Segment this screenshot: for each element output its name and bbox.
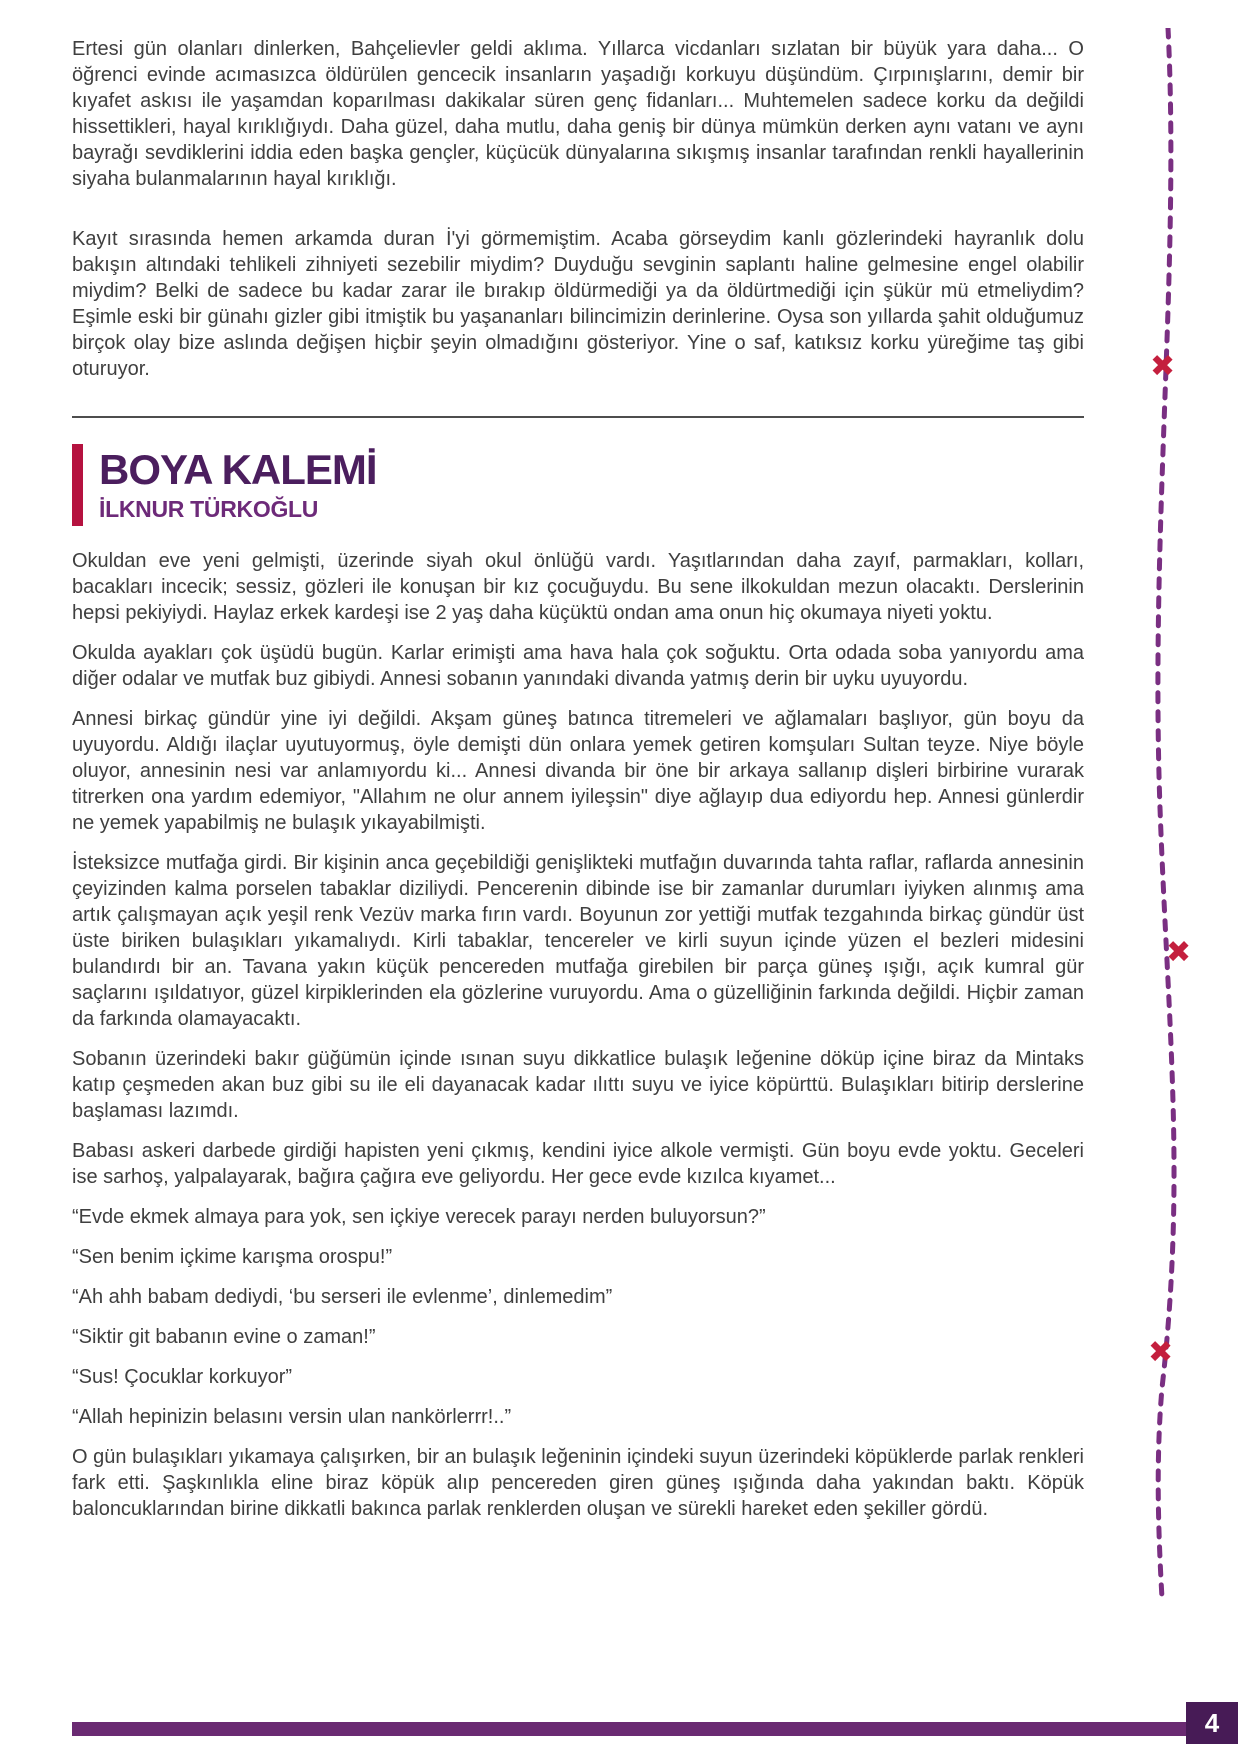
article-paragraph: Babası askeri darbede girdiği hapisten yeni çıkmış, kendini iyice alkole vermişti. Gün boyu evde yoktu. Geceleri ise sarhoş, yalpalayarak, bağıra çağıra eve geliyordu. Her gece evde kızılca kıyamet...	[72, 1140, 1084, 1188]
cut-mark-icon: ✖	[1150, 350, 1176, 383]
cut-mark-icon: ✖	[1166, 936, 1192, 969]
article-header	[72, 444, 1084, 526]
text-column	[72, 36, 1084, 1536]
footer-bar	[72, 1722, 1231, 1736]
dialogue-line: “Ah ahh babam dediydi, ‘bu serseri ile evlenme’, dinlemedim”	[72, 1286, 613, 1308]
page-number: 4	[1204, 1707, 1220, 1738]
dialogue-line: “Allah hepinizin belasını versin ulan nankörlerrr!..”	[72, 1406, 512, 1428]
dialogue-line: “Siktir git babanın evine o zaman!”	[72, 1326, 376, 1348]
article-author: İLKNUR TÜRKOĞLU	[99, 496, 319, 522]
dialogue-line: “Sus! Çocuklar korkuyor”	[72, 1366, 293, 1388]
article-paragraph: Sobanın üzerindeki bakır güğümün içinde ısınan suyu dikkatlice bulaşık leğenine döküp içine biraz da Mintaks katıp çeşmeden akan buz gibi su ile eli dayanacak kadar ılıttı suyu ve iyice köpürttü. Bulaşıkları bitirip derslerine başlaması lazımdı.	[72, 1048, 1084, 1122]
dialogue-line: “Evde ekmek almaya para yok, sen içkiye verecek parayı nerden buluyorsun?”	[72, 1206, 766, 1228]
article-paragraph: Okuldan eve yeni gelmişti, üzerinde siyah okul önlüğü vardı. Yaşıtlarından daha zayıf, parmakları, kolları, bacakları incecik; sessiz, gözleri ile konuşan bir kız çocuğuydu. Bu sene ilkokuldan mezun olacaktı. Derslerinin hepsi pekiyiydi. Haylaz erkek kardeşi ise 2 yaş daha küçüktü ondan ama onun hiç okumaya niyeti yoktu.	[72, 550, 1084, 624]
article-paragraph: O gün bulaşıkları yıkamaya çalışırken, bir an bulaşık leğeninin içindeki suyun üzerindeki köpüklerde parlak renkleri fark etti. Şaşkınlıkla eline biraz köpük alıp pencereden giren güneş ışığında daha yakından baktı. Köpük baloncuklarından birine dikkatli bakınca parlak renklerden oluşan ve sürekli hareket eden şekiller gördü.	[72, 1446, 1084, 1520]
article-paragraph: Annesi birkaç gündür yine iyi değildi. Akşam güneş batınca titremeleri ve ağlamaları başlıyor, gün boyu da uyuyordu. Aldığı ilaçlar uyutuyormuş, öyle demişti dün onlara yemek getiren komşuları Sultan teyze. Niye böyle oluyor, annesinin nesi var anlamıyordu ki... Annesi divanda bir öne bir arkaya sallanıp dişleri birbirine vurarak titrerken ona yardım edemiyor, "Allahım ne olur annem iyileşsin" diye ağlayıp dua ediyordu hep. Annesi günlerdir ne yemek yapabilmiş ne bulaşık yıkayabilmişti.	[72, 708, 1084, 834]
article-paragraph: İsteksizce mutfağa girdi. Bir kişinin anca geçebildiği genişlikteki mutfağın duvarında tahta raflar, raflarda annesinin çeyizinden kalma porselen tabaklar diziliydi. Pencerenin dibinde ise bir zamanlar durumları iyiyken alınmış ama artık çalışmayan açık yeşil renk Vezüv marka fırın vardı. Boyunun zor yettiği mutfak tezgahında birkaç gündür üst üste biriken bulaşıkları yıkamalıydı. Kirli tabaklar, tencereler ve kirli suyun içinde yüzen el bezleri midesini bulandırdı bir an. Tavana yakın küçük pencereden mutfağa girebilen bir parça güneş ışığı, açık kumral gür saçlarını ışıldatıyor, güzel kirpiklerinden ela gözlerine vuruyordu. Ama o güzelliğinin farkında değildi. Hiçbir zaman da farkında olamayacaktı.	[72, 852, 1084, 1030]
article-paragraph: Okulda ayakları çok üşüdü bugün. Karlar erimişti ama hava hala çok soğuktu. Orta odada soba yanıyordu ama diğer odalar ve mutfak buz gibiydi. Annesi sobanın yanındaki divanda yatmış derin bir uyku uyuyordu.	[72, 642, 1084, 690]
page-number-box	[1186, 1702, 1238, 1744]
article-title: BOYA KALEMİ	[99, 446, 377, 493]
intro-paragraph: Ertesi gün olanları dinlerken, Bahçelievler geldi aklıma. Yıllarca vicdanları sızlatan bir büyük yara daha... O öğrenci evinde acımasızca öldürülen gencecik insanların yaşadığı korkuyu düşündüm. Çırpınışlarını, demir bir kıyafet askısı ile yaşamdan koparılması dakikalar süren genç fidanları... Muhtemelen sadece korku da değildi hissettikleri, hayal kırıklığıydı. Daha güzel, daha mutlu, daha geniş bir dünya mümkün derken aynı vatanı ve aynı bayrağı sevdiklerini iddia eden başka gençler, küçücük dünyalarına sıkışmış insanlar tarafından renkli hayallerinin siyaha bulanmalarının hayal kırıklığı.	[72, 38, 1084, 190]
dialogue-line: “Sen benim içkime karışma orospu!”	[72, 1246, 393, 1268]
cut-mark-icon: ✖	[1148, 1336, 1174, 1369]
intro-paragraph: Kayıt sırasında hemen arkamda duran İ'yi görmemiştim. Acaba görseydim kanlı gözlerindeki hayranlık dolu bakışın altındaki tehlikeli zihniyeti sezebilir miydim? Duyduğu sevginin saplantı haline gelmesine engel olabilir miydim? Belki de sadece bu kadar zarar ile bırakıp öldürmediği ya da öldürtmediği için şükür mü etmeliydim? Eşimle eski bir günahı gizler gibi itmiştik bu yaşananları bilincimizin derinlerine. Oysa son yıllarda şahit olduğumuz birçok olay bize aslında değişen hiçbir şeyin olmadığını gösteriyor. Yine o saf, katıksız korku yüreğime taş gibi oturuyor.	[72, 228, 1084, 380]
section-divider	[72, 416, 1084, 418]
title-accent-bar	[72, 444, 83, 526]
title-wrap	[99, 444, 377, 526]
